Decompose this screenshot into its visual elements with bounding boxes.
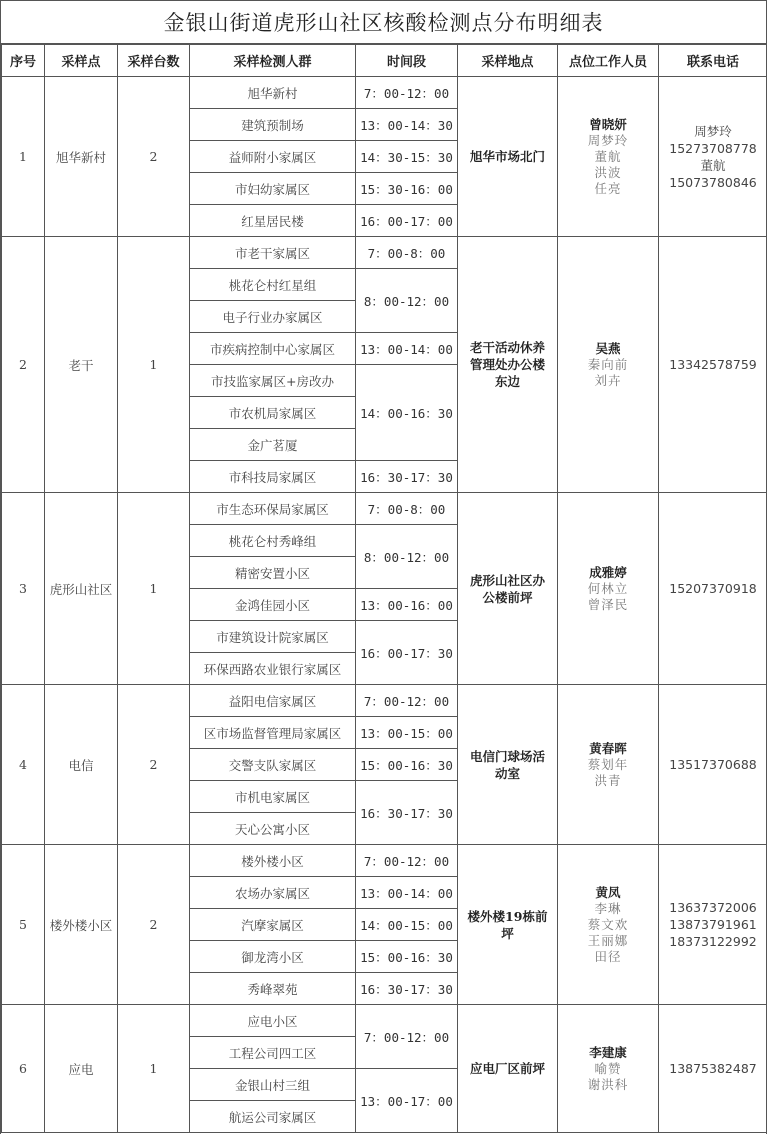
staff-member: 喻赞 xyxy=(594,1060,622,1076)
index-cell[interactable]: 3 xyxy=(2,493,45,685)
staff-member: 周梦玲 xyxy=(587,132,629,148)
group-cell[interactable]: 市科技局家属区 xyxy=(190,461,356,493)
time-cell[interactable]: 16：30-17：30 xyxy=(356,973,458,1005)
group-cell[interactable]: 市生态环保局家属区 xyxy=(190,493,356,525)
group-cell[interactable]: 楼外楼小区 xyxy=(190,845,356,877)
time-cell[interactable]: 15：00-16：30 xyxy=(356,941,458,973)
phone-line: 13342578759 xyxy=(669,357,757,372)
header-staff[interactable]: 点位工作人员 xyxy=(558,45,659,77)
count-cell[interactable]: 2 xyxy=(118,845,190,1005)
staff-member: 何林立 xyxy=(587,580,629,596)
group-cell[interactable]: 农场办家属区 xyxy=(190,877,356,909)
table-body xyxy=(2,77,767,1133)
table-row xyxy=(2,685,767,717)
site-cell[interactable]: 虎形山社区 xyxy=(45,493,118,685)
group-cell[interactable]: 环保西路农业银行家属区 xyxy=(190,653,356,685)
header-index[interactable]: 序号 xyxy=(2,45,45,77)
phone-cell[interactable] xyxy=(659,493,767,685)
group-cell[interactable]: 市疾病控制中心家属区 xyxy=(190,333,356,365)
time-cell[interactable]: 13：00-14：00 xyxy=(356,333,458,365)
group-cell[interactable]: 应电小区 xyxy=(190,1005,356,1037)
header-count[interactable]: 采样台数 xyxy=(118,45,190,77)
time-cell[interactable]: 16：30-17：30 xyxy=(356,461,458,493)
staff-member: 王丽娜 xyxy=(587,932,629,948)
table-row xyxy=(2,1005,767,1037)
header-group[interactable]: 采样检测人群 xyxy=(190,45,356,77)
group-cell[interactable]: 电子行业办家属区 xyxy=(190,301,356,333)
group-cell[interactable]: 市妇幼家属区 xyxy=(190,173,356,205)
time-cell[interactable]: 16：30-17：30 xyxy=(356,781,458,845)
page-title: 金银山街道虎形山社区核酸检测点分布明细表 xyxy=(1,0,766,44)
time-cell[interactable]: 13：00-14：30 xyxy=(356,109,458,141)
location-cell[interactable]: 楼外楼19栋前坪 xyxy=(458,845,558,1005)
time-cell[interactable]: 14：00-16：30 xyxy=(356,365,458,461)
site-cell[interactable]: 旭华新村 xyxy=(45,77,118,237)
index-cell[interactable]: 4 xyxy=(2,685,45,845)
phone-line: 15207370918 xyxy=(669,581,757,596)
staff-member: 李琳 xyxy=(594,900,622,916)
count-cell[interactable]: 1 xyxy=(118,493,190,685)
group-cell[interactable]: 市老干家属区 xyxy=(190,237,356,269)
group-cell[interactable]: 益阳电信家属区 xyxy=(190,685,356,717)
group-cell[interactable]: 市机电家属区 xyxy=(190,781,356,813)
group-cell[interactable]: 市农机局家属区 xyxy=(190,397,356,429)
staff-lead: 曾晓妍 xyxy=(589,116,627,132)
distribution-table xyxy=(1,44,767,1133)
location-cell[interactable]: 电信门球场活动室 xyxy=(458,685,558,845)
staff-member: 洪青 xyxy=(594,772,622,788)
staff-cell[interactable] xyxy=(558,685,659,845)
staff-member: 洪波 xyxy=(594,164,622,180)
staff-member: 田径 xyxy=(594,948,622,964)
header-row xyxy=(2,45,767,77)
table-row xyxy=(2,845,767,877)
time-cell[interactable]: 14：30-15：30 xyxy=(356,141,458,173)
group-cell[interactable]: 市技监家属区+房改办 xyxy=(190,365,356,397)
group-cell[interactable]: 精密安置小区 xyxy=(190,557,356,589)
group-cell[interactable]: 桃花仑村秀峰组 xyxy=(190,525,356,557)
phone-cell[interactable] xyxy=(659,685,767,845)
time-cell[interactable]: 7：00-12：00 xyxy=(356,845,458,877)
staff-member: 蔡划年 xyxy=(587,756,629,772)
time-cell[interactable]: 16：00-17：00 xyxy=(356,205,458,237)
phone-line: 18373122992 xyxy=(669,934,757,949)
phone-line: 13873791961 xyxy=(669,917,757,932)
group-cell[interactable]: 区市场监督管理局家属区 xyxy=(190,717,356,749)
phone-line: 15273708778 xyxy=(669,140,757,156)
staff-cell[interactable] xyxy=(558,77,659,237)
staff-lead: 李建康 xyxy=(589,1044,627,1060)
location-cell[interactable]: 应电厂区前坪 xyxy=(458,1005,558,1133)
group-cell[interactable]: 旭华新村 xyxy=(190,77,356,109)
count-cell[interactable]: 1 xyxy=(118,237,190,493)
count-cell[interactable]: 1 xyxy=(118,1005,190,1133)
time-cell[interactable]: 14：00-15：00 xyxy=(356,909,458,941)
header-time[interactable]: 时间段 xyxy=(356,45,458,77)
table-row xyxy=(2,77,767,109)
staff-member: 董航 xyxy=(594,148,622,164)
site-cell[interactable]: 楼外楼小区 xyxy=(45,845,118,1005)
site-cell[interactable]: 老干 xyxy=(45,237,118,493)
site-cell[interactable]: 电信 xyxy=(45,685,118,845)
time-cell[interactable]: 13：00-17：00 xyxy=(356,1069,458,1133)
index-cell[interactable]: 6 xyxy=(2,1005,45,1133)
staff-cell[interactable] xyxy=(558,1005,659,1133)
group-cell[interactable]: 工程公司四工区 xyxy=(190,1037,356,1069)
staff-member: 秦向前 xyxy=(587,356,629,372)
staff-lead: 吴燕 xyxy=(595,340,621,356)
table-row xyxy=(2,237,767,269)
time-cell[interactable]: 13：00-15：00 xyxy=(356,717,458,749)
location-cell[interactable]: 旭华市场北门 xyxy=(458,77,558,237)
staff-cell[interactable] xyxy=(558,493,659,685)
phone-line: 13637372006 xyxy=(669,900,757,915)
table-row xyxy=(2,493,767,525)
group-cell[interactable]: 航运公司家属区 xyxy=(190,1101,356,1133)
phone-line: 董航 xyxy=(700,157,726,173)
site-cell[interactable]: 应电 xyxy=(45,1005,118,1133)
phone-cell[interactable] xyxy=(659,1005,767,1133)
phone-line: 13517370688 xyxy=(669,757,757,772)
phone-cell[interactable] xyxy=(659,237,767,493)
time-cell[interactable]: 7：00-12：00 xyxy=(356,685,458,717)
group-cell[interactable]: 桃花仑村红星组 xyxy=(190,269,356,301)
staff-lead: 黄春晖 xyxy=(589,740,627,756)
group-cell[interactable]: 建筑预制场 xyxy=(190,109,356,141)
time-cell[interactable]: 15：30-16：00 xyxy=(356,173,458,205)
group-cell[interactable]: 金广茗厦 xyxy=(190,429,356,461)
index-cell[interactable]: 1 xyxy=(2,77,45,237)
time-cell[interactable]: 8：00-12：00 xyxy=(356,525,458,589)
count-cell[interactable]: 2 xyxy=(118,77,190,237)
header-phone[interactable]: 联系电话 xyxy=(659,45,767,77)
phone-line: 15073780846 xyxy=(669,174,757,190)
header-site[interactable]: 采样点 xyxy=(45,45,118,77)
index-cell[interactable]: 2 xyxy=(2,237,45,493)
staff-member: 任亮 xyxy=(594,180,622,196)
phone-cell[interactable] xyxy=(659,77,767,237)
group-cell[interactable]: 金银山村三组 xyxy=(190,1069,356,1101)
group-cell[interactable]: 天心公寓小区 xyxy=(190,813,356,845)
time-cell[interactable]: 13：00-14：00 xyxy=(356,877,458,909)
count-cell[interactable]: 2 xyxy=(118,685,190,845)
time-cell[interactable]: 7：00-8：00 xyxy=(356,493,458,525)
staff-lead: 成雅婷 xyxy=(589,564,627,580)
staff-member: 曾泽民 xyxy=(587,596,629,612)
time-cell[interactable]: 7：00-12：00 xyxy=(356,1005,458,1069)
group-cell[interactable]: 御龙湾小区 xyxy=(190,941,356,973)
index-cell[interactable]: 5 xyxy=(2,845,45,1005)
phone-cell[interactable] xyxy=(659,845,767,1005)
staff-member: 刘卉 xyxy=(594,372,622,388)
staff-cell[interactable] xyxy=(558,237,659,493)
group-cell[interactable]: 交警支队家属区 xyxy=(190,749,356,781)
staff-member: 蔡文欢 xyxy=(587,916,629,932)
header-location[interactable]: 采样地点 xyxy=(458,45,558,77)
staff-member: 谢洪科 xyxy=(587,1076,629,1092)
time-cell[interactable]: 7：00-8：00 xyxy=(356,237,458,269)
staff-lead: 黄凤 xyxy=(595,884,621,900)
location-cell[interactable]: 虎形山社区办公楼前坪 xyxy=(458,493,558,685)
group-cell[interactable]: 秀峰翠苑 xyxy=(190,973,356,1005)
group-cell[interactable]: 金鸿佳园小区 xyxy=(190,589,356,621)
group-cell[interactable]: 汽摩家属区 xyxy=(190,909,356,941)
group-cell[interactable]: 市建筑设计院家属区 xyxy=(190,621,356,653)
time-cell[interactable]: 16：00-17：30 xyxy=(356,621,458,685)
staff-cell[interactable] xyxy=(558,845,659,1005)
group-cell[interactable]: 红星居民楼 xyxy=(190,205,356,237)
time-cell[interactable]: 13：00-16：00 xyxy=(356,589,458,621)
location-cell[interactable]: 老干活动休养管理处办公楼东边 xyxy=(458,237,558,493)
group-cell[interactable]: 益师附小家属区 xyxy=(190,141,356,173)
phone-line: 周梦玲 xyxy=(694,123,732,139)
phone-line: 13875382487 xyxy=(669,1061,757,1076)
time-cell[interactable]: 8：00-12：00 xyxy=(356,269,458,333)
time-cell[interactable]: 7：00-12：00 xyxy=(356,77,458,109)
time-cell[interactable]: 15：00-16：30 xyxy=(356,749,458,781)
